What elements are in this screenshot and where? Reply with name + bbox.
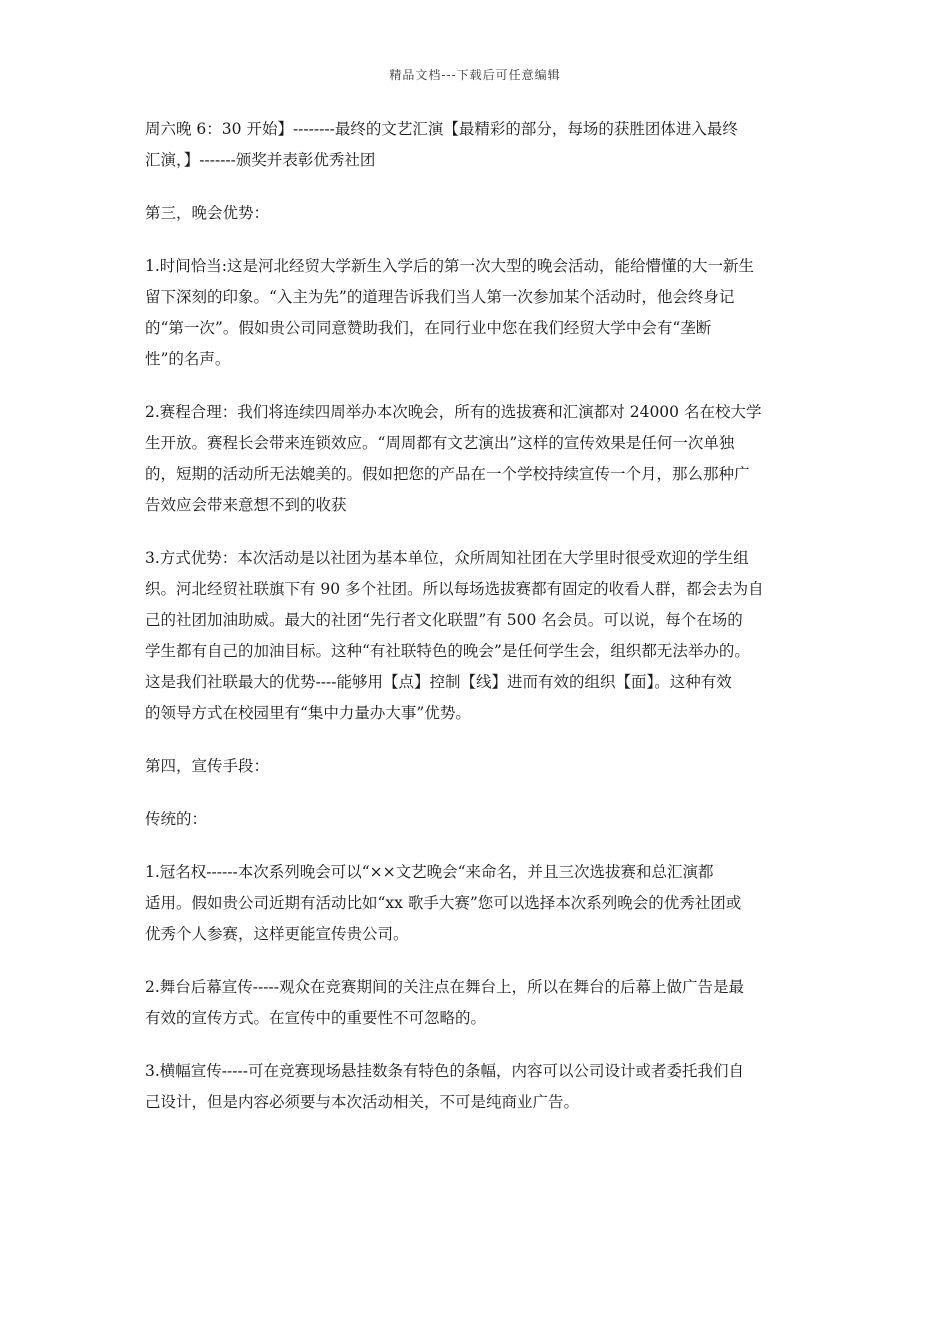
text-line: 优秀个人参赛，这样更能宣传贵公司。 [145, 925, 409, 943]
text-line: 第三，晚会优势： [145, 204, 270, 222]
paragraph-schedule-continued [145, 114, 805, 176]
text-line: 适用。假如贵公司近期有活动比如“xx 歌手大赛”您可以选择本次系列晚会的优秀社团或 [145, 894, 742, 912]
document-body [145, 114, 805, 1140]
text-line: 的，短期的活动所无法媲美的。假如把您的产品在一个学校持续宣传一个月，那么那种广 [145, 465, 750, 483]
text-line: 1.时间恰当:这是河北经贸大学新生入学后的第一次大型的晚会活动，能给懵懂的大一新生 [145, 257, 755, 275]
text-line: 2.舞台后幕宣传-----观众在竞赛期间的关注点在舞台上，所以在舞台的后幕上做广告是最 [145, 978, 744, 996]
text-line: 告效应会带来意想不到的收获 [145, 496, 347, 514]
paragraph-format [145, 543, 805, 729]
text-line: 3.横幅宣传-----可在竞赛现场悬挂数条有特色的条幅，内容可以公司设计或者委托我们自 [145, 1062, 744, 1080]
paragraph-stage-backdrop [145, 972, 805, 1034]
text-line: 这是我们社联最大的优势----能够用【点】控制【线】进而有效的组织【面】。这种有效 [145, 673, 732, 691]
text-line: 的领导方式在校园里有“集中力量办大事”优势。 [145, 704, 471, 722]
paragraph-timing [145, 251, 805, 375]
text-line: 己设计，但是内容必须要与本次活动相关，不可是纯商业广告。 [145, 1093, 580, 1111]
text-line: 传统的： [145, 810, 208, 828]
text-line: 有效的宣传方式。在宣传中的重要性不可忽略的。 [145, 1009, 487, 1027]
paragraph-naming-rights [145, 857, 805, 950]
text-line: 的“第一次”。假如贵公司同意赞助我们，在同行业中您在我们经贸大学中会有“垄断 [145, 319, 712, 337]
text-line: 周六晚 6：30 开始】--------最终的文艺汇演【最精彩的部分，每场的获胜团体进入最终 [145, 120, 738, 138]
text-line: 学生都有自己的加油目标。这种“有社联特色的晚会”是任何学生会，组织都无法举办的。 [145, 642, 750, 660]
text-line: 己的社团加油助威。最大的社团“先行者文化联盟”有 500 名会员。可以说，每个在场的 [145, 611, 743, 629]
text-line: 留下深刻的印象。“入主为先”的道理告诉我们当人第一次参加某个活动时，他会终身记 [145, 288, 735, 306]
text-line: 第四，宣传手段： [145, 757, 270, 775]
text-line: 性”的名声。 [145, 350, 231, 368]
paragraph-schedule [145, 397, 805, 521]
text-line: 织。河北经贸社联旗下有 90 多个社团。所以每场选拔赛都有固定的收看人群，都会去为自 [145, 580, 764, 598]
text-line: 2.赛程合理：我们将连续四周举办本次晚会，所有的选拔赛和汇演都对 24000 名在校大学 [145, 403, 762, 421]
subheading-traditional [145, 804, 805, 835]
paragraph-banner [145, 1056, 805, 1118]
section-heading-advantages [145, 198, 805, 229]
text-line: 3.方式优势：本次活动是以社团为基本单位，众所周知社团在大学里时很受欢迎的学生组 [145, 549, 749, 567]
text-line: 汇演，】-------颁奖并表彰优秀社团 [145, 151, 376, 169]
text-line: 1.冠名权------本次系列晚会可以“××文艺晚会“来命名，并且三次选拔赛和总汇演都 [145, 863, 714, 881]
text-line: 生开放。赛程长会带来连锁效应。“周周都有文艺演出”这样的宣传效果是任何一次单独 [145, 434, 735, 452]
section-heading-promotion [145, 751, 805, 782]
page-header: 精品文档---下载后可任意编辑 [389, 68, 561, 82]
